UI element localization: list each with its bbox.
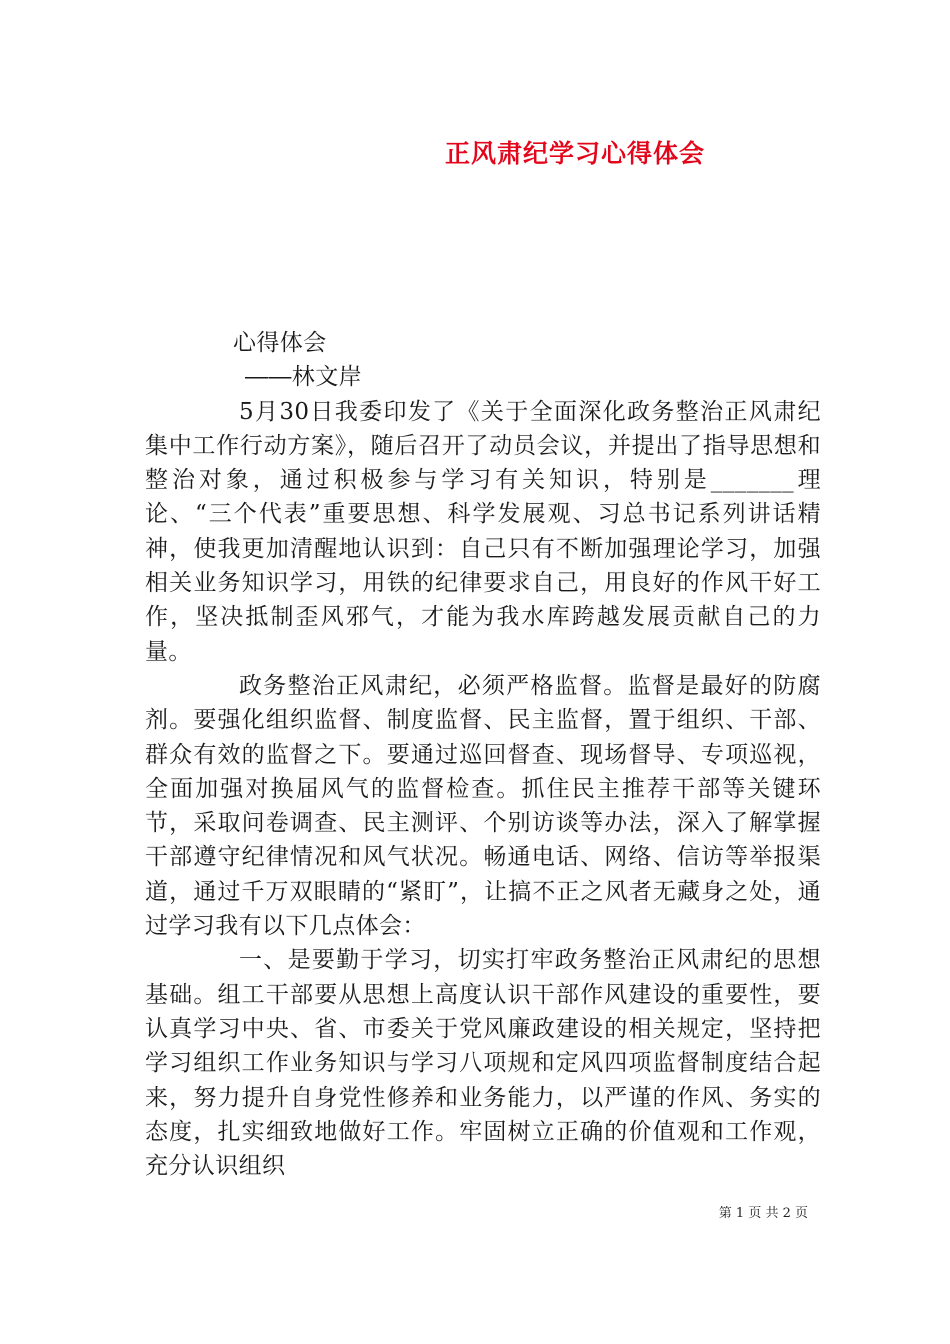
paragraph-1: 5月30日我委印发了《关于全面深化政务整治正风肃纪集中工作行动方案》，随后召开了动员会议，并提出了指导思想和整治对象，通过积极参与学习有关知识，特别是_______理论、“三个代表”重要思想、科学发展观、习总书记系列讲话精神，使我更加清醒地认识到：自己只有不断加强理论学习，加强相关业务知识学习，用铁的纪律要求自己，用良好的作风干好工作，坚决抵制歪风邪气，才能为我水库跨越发展贡献自己的力量。 <box>145 398 821 665</box>
paragraph-2: 政务整治正风肃纪，必须严格监督。监督是最好的防腐剂。要强化组织监督、制度监督、民主监督，置于组织、干部、群众有效的监督之下。要通过巡回督查、现场督导、专项巡视，全面加强对换届风气的监督检查。抓住民主推荐干部等关键环节，采取问卷调查、民主测评、个别访谈等办法，深入了解掌握干部遵守纪律情况和风气状况。畅通电话、网络、信访等举报渠道，通过千万双眼睛的“紧盯”，让搞不正之风者无藏身之处，通过学习我有以下几点体会： <box>145 672 821 940</box>
document-body <box>145 326 821 1183</box>
author-line: ――林文岸 <box>245 364 362 391</box>
section-label: 心得体会 <box>233 330 327 356</box>
page-number-footer: 第 1 页 共 2 页 <box>718 1206 808 1221</box>
document-title: 正风肃纪学习心得体会 <box>444 139 705 168</box>
paragraph-3: 一、是要勤于学习，切实打牢政务整治正风肃纪的思想基础。组工干部要从思想上高度认识干部作风建设的重要性，要认真学习中央、省、市委关于党风廉政建设的相关规定，坚持把学习组织工作业务知识与学习八项规和定风四项监督制度结合起来，努力提升自身党性修养和业务能力，以严谨的作风、务实的态度，扎实细致地做好工作。牢固树立正确的价值观和工作观，充分认识组织 <box>145 947 821 1180</box>
